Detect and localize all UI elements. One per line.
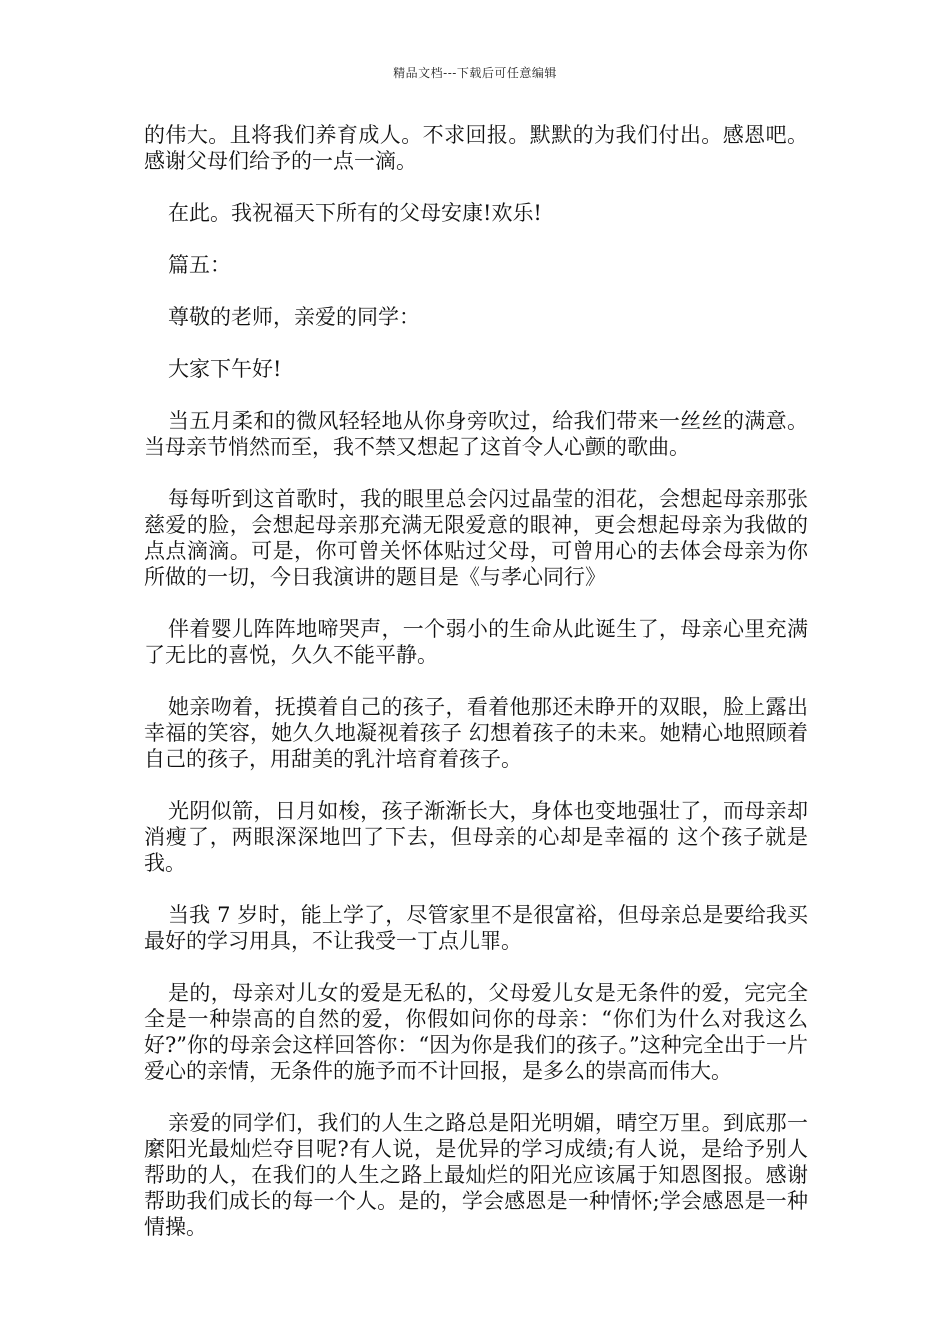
page-header: 精品文档---下载后可任意编辑 [393, 66, 557, 80]
salutation: 尊敬的老师，亲爱的同学： [168, 305, 420, 329]
paragraph: 的伟大。且将我们养育成人。不求回报。默默的为我们付出。感恩吧。感谢父母们给予的一点一滴。 [144, 123, 808, 173]
paragraph: 在此。我祝福天下所有的父母安康!欢乐! [168, 201, 542, 225]
section-heading: 篇五： [168, 253, 231, 277]
document-body [144, 122, 808, 1266]
paragraph: 亲爱的同学们，我们的人生之路总是阳光明媚，晴空万里。到底那一縻阳光最灿烂夺目呢?有人说，是优异的学习成绩;有人说，是给予别人帮助的人，在我们的人生之路上最灿烂的阳光应该属于知恩图报。感谢帮助我们成长的每一个人。是的，学会感恩是一种情怀;学会感恩是一种情操。 [144, 1111, 808, 1239]
paragraph: 伴着婴儿阵阵地啼哭声，一个弱小的生命从此诞生了，母亲心里充满了无比的喜悦，久久不能平静。 [144, 617, 808, 667]
paragraph: 当我 7 岁时，能上学了，尽管家里不是很富裕，但母亲总是要给我买最好的学习用具，不让我受一丁点儿罪。 [144, 903, 808, 953]
paragraph: 是的，母亲对儿女的爱是无私的，父母爱儿女是无条件的爱，完完全全是一种崇高的自然的爱，你假如问你的母亲：“你们为什么对我这么好?”你的母亲会这样回答你：“因为你是我们的孩子。”这种完全出于一片爱心的亲情，无条件的施予而不计回报，是多么的崇高而伟大。 [144, 981, 808, 1083]
paragraph: 光阴似箭，日月如梭，孩子渐渐长大，身体也变地强壮了，而母亲却消瘦了，两眼深深地凹了下去，但母亲的心却是幸福的 这个孩子就是我。 [144, 799, 808, 875]
paragraph: 当五月柔和的微风轻轻地从你身旁吹过，给我们带来一丝丝的满意。当母亲节悄然而至，我不禁又想起了这首令人心颤的歌曲。 [144, 409, 808, 459]
paragraph: 每每听到这首歌时，我的眼里总会闪过晶莹的泪花，会想起母亲那张慈爱的脸，会想起母亲那充满无限爱意的眼神，更会想起母亲为我做的点点滴滴。可是，你可曾关怀体贴过父母，可曾用心的去体会母亲为你所做的一切，今日我演讲的题目是《与孝心同行》 [144, 487, 808, 589]
greeting: 大家下午好! [168, 357, 282, 381]
paragraph: 她亲吻着，抚摸着自己的孩子，看着他那还未睁开的双眼，脸上露出幸福的笑容，她久久地凝视着孩子 幻想着孩子的未来。她精心地照顾着自己的孩子，用甜美的乳汁培育着孩子。 [144, 695, 808, 771]
